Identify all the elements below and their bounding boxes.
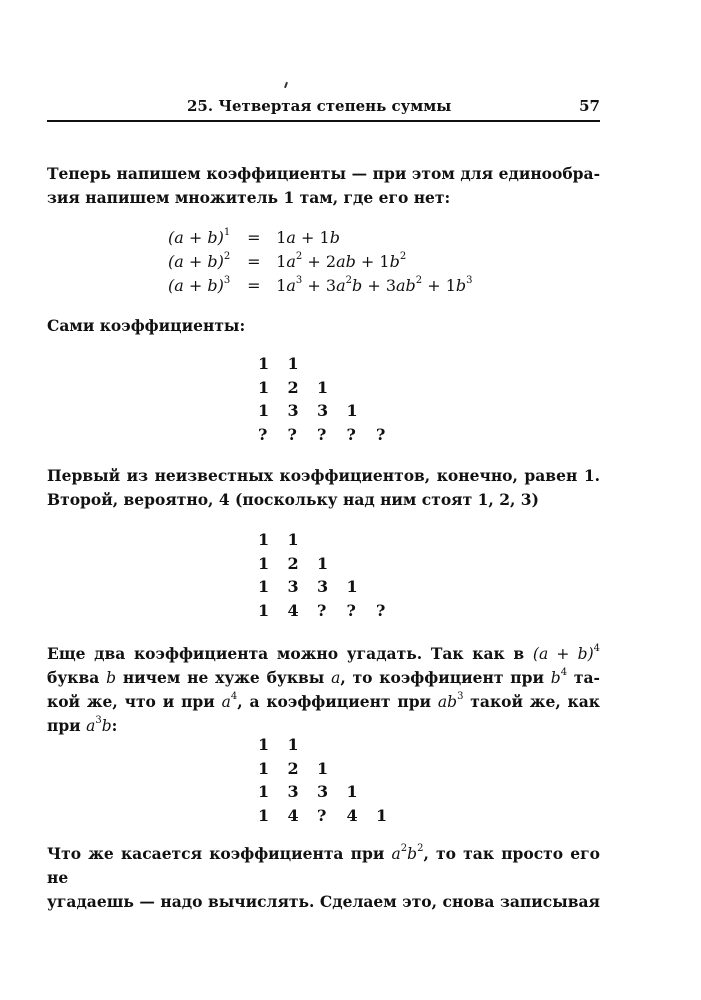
math-ab: ab: [437, 693, 458, 711]
triangle-coefficient: 1: [258, 530, 270, 549]
paragraph-line: зия напишем множитель 1 там, где его нет:: [47, 188, 451, 207]
equation-lhs: [168, 274, 242, 298]
math-b: b: [101, 717, 112, 735]
coefficient-triangle-3: [252, 733, 400, 827]
math-inline: [437, 690, 464, 711]
equals-sign: =: [247, 276, 261, 295]
paragraph-line: [47, 666, 600, 690]
text: кой же, что и при: [47, 692, 215, 711]
paragraph-line: Теперь напишем коэффициенты — при этом для единообра-: [47, 164, 600, 183]
triangle-row: [252, 352, 400, 376]
equation-row-3: [168, 274, 473, 298]
triangle-coefficient: 1: [317, 377, 329, 397]
triangle-coefficient: 1: [258, 758, 270, 778]
text: при: [47, 716, 81, 735]
math-b: b: [407, 845, 418, 863]
triangle-coefficient: 1: [258, 600, 270, 620]
triangle-coefficient: ?: [376, 600, 386, 620]
equation-rhs: $1a^2 + 2ab + 1b^2$: [276, 250, 407, 271]
math-inline: [550, 666, 568, 687]
triangle-coefficient: 1: [258, 401, 270, 420]
paragraph-4: [47, 642, 600, 738]
triangle-coefficient: 1: [258, 354, 270, 373]
paragraph-line: [47, 842, 600, 890]
triangle-row: [252, 423, 400, 447]
paragraph-line: Сами коэффициенты:: [47, 316, 246, 335]
lhs-text: (a + b): [168, 252, 224, 271]
equation-lhs: [168, 226, 242, 250]
math-exponent: 4: [593, 642, 600, 654]
equals-sign: =: [247, 252, 261, 271]
triangle-coefficient: 3: [287, 401, 299, 420]
triangle-coefficient: 1: [258, 377, 270, 397]
triangle-coefficient: ?: [346, 424, 356, 444]
triangle-row: [252, 376, 400, 400]
triangle-coefficient: ?: [376, 424, 386, 444]
triangle-coefficient: 1: [317, 758, 329, 778]
triangle-coefficient: ?: [317, 805, 327, 825]
paragraph-1: [47, 162, 600, 210]
math-exponent: 2: [417, 842, 424, 854]
paragraph-line: Первый из неизвестных коэффициентов, конечно, равен 1.: [47, 466, 600, 485]
print-speck: [284, 82, 288, 88]
page-number: 57: [579, 97, 600, 115]
triangle-row: [252, 528, 400, 552]
math-a: a: [331, 669, 341, 687]
triangle-coefficient: 1: [287, 354, 299, 373]
paragraph-line: Второй, вероятно, 4 (поскольку над ним стоят 1, 2, 3): [47, 490, 539, 509]
triangle-coefficient: 1: [346, 782, 358, 801]
math-inline: [391, 842, 424, 863]
triangle-coefficient: 1: [376, 805, 388, 825]
triangle-coefficient: 3: [287, 782, 299, 801]
math-exponent: 3: [95, 714, 102, 726]
triangle-coefficient: 2: [287, 758, 299, 778]
text: , то так просто его не: [47, 844, 600, 887]
paragraph-3: [47, 464, 600, 512]
math-exponent: 4: [230, 690, 238, 702]
triangle-coefficient: 1: [258, 735, 270, 754]
text: Что же касается коэффициента при: [47, 844, 385, 863]
triangle-coefficient: 3: [287, 577, 299, 596]
triangle-coefficient: ?: [287, 424, 297, 444]
math-inline: [221, 690, 238, 711]
triangle-row: [252, 757, 400, 781]
math-exponent: 2: [400, 842, 408, 854]
triangle-coefficient: ?: [317, 424, 327, 444]
equation-rhs: $1a^3 + 3a^2b + 3ab^2 + 1b^3$: [276, 274, 473, 295]
triangle-coefficient: 4: [287, 600, 299, 620]
paragraph-5: [47, 842, 600, 914]
equation-row-1: [168, 226, 473, 250]
lhs-text: (a + b): [168, 228, 224, 247]
math-b: b: [106, 669, 117, 687]
equation-row-2: [168, 250, 473, 274]
math-a: a: [221, 693, 231, 711]
triangle-coefficient: 1: [346, 577, 358, 596]
triangle-coefficient: 3: [317, 401, 329, 420]
paragraph-line: [47, 642, 600, 666]
coefficient-triangle-1: [252, 352, 400, 446]
triangle-row: [252, 599, 400, 623]
equation-rhs: 1a + 1b: [276, 228, 340, 247]
triangle-row: [252, 804, 400, 828]
section-title: 25. Четвертая степень суммы: [187, 97, 452, 115]
triangle-coefficient: 2: [287, 553, 299, 573]
triangle-row: [252, 575, 400, 599]
text: ничем не хуже буквы: [122, 668, 325, 687]
math-b: b: [550, 669, 561, 687]
lhs-text: (a + b): [168, 276, 224, 295]
text: та-: [573, 668, 600, 687]
math-a: a: [391, 845, 401, 863]
lhs-exponent: 2: [223, 250, 231, 262]
triangle-row: [252, 399, 400, 423]
lhs-exponent: 1: [223, 226, 231, 238]
triangle-coefficient: 1: [258, 782, 270, 801]
triangle-coefficient: 4: [346, 805, 358, 825]
triangle-coefficient: 4: [287, 805, 299, 825]
triangle-row: [252, 780, 400, 804]
text: , а коэффициент при: [237, 692, 432, 711]
coefficient-triangle-2: [252, 528, 400, 622]
triangle-coefficient: 1: [258, 577, 270, 596]
math-exponent: 4: [560, 666, 568, 678]
triangle-row: [252, 733, 400, 757]
equation-lhs: [168, 250, 242, 274]
text: такой же, как: [470, 692, 600, 711]
equals-sign: =: [247, 228, 261, 247]
equation-block: [168, 226, 473, 298]
text: Еще два коэффициента можно угадать. Так как в: [47, 644, 525, 663]
lhs-exponent: 3: [223, 274, 231, 286]
triangle-coefficient: 3: [317, 577, 329, 596]
text: буква: [47, 668, 100, 687]
paragraph-line: при $a^3b$:: [47, 714, 118, 735]
triangle-coefficient: 1: [317, 553, 329, 573]
text: , то коэффициент при: [340, 668, 544, 687]
math-ab: (a + b): [532, 645, 594, 663]
page-header: [47, 94, 600, 122]
triangle-coefficient: 2: [287, 377, 299, 397]
math-inline: [532, 642, 600, 663]
triangle-coefficient: 1: [258, 553, 270, 573]
triangle-coefficient: 1: [287, 735, 299, 754]
triangle-coefficient: 1: [258, 805, 270, 825]
triangle-coefficient: 1: [287, 530, 299, 549]
triangle-coefficient: ?: [346, 600, 356, 620]
triangle-coefficient: ?: [317, 600, 327, 620]
triangle-coefficient: 3: [317, 782, 329, 801]
triangle-coefficient: ?: [258, 424, 268, 444]
triangle-row: [252, 552, 400, 576]
math-inline: [86, 714, 112, 735]
math-exponent: 3: [457, 690, 464, 702]
paragraph-2: [47, 314, 600, 338]
paragraph-line: [47, 690, 600, 714]
math-a: a: [86, 717, 96, 735]
triangle-coefficient: 1: [346, 401, 358, 420]
paragraph-line: угадаешь — надо вычислять. Сделаем это, снова записывая: [47, 892, 600, 911]
